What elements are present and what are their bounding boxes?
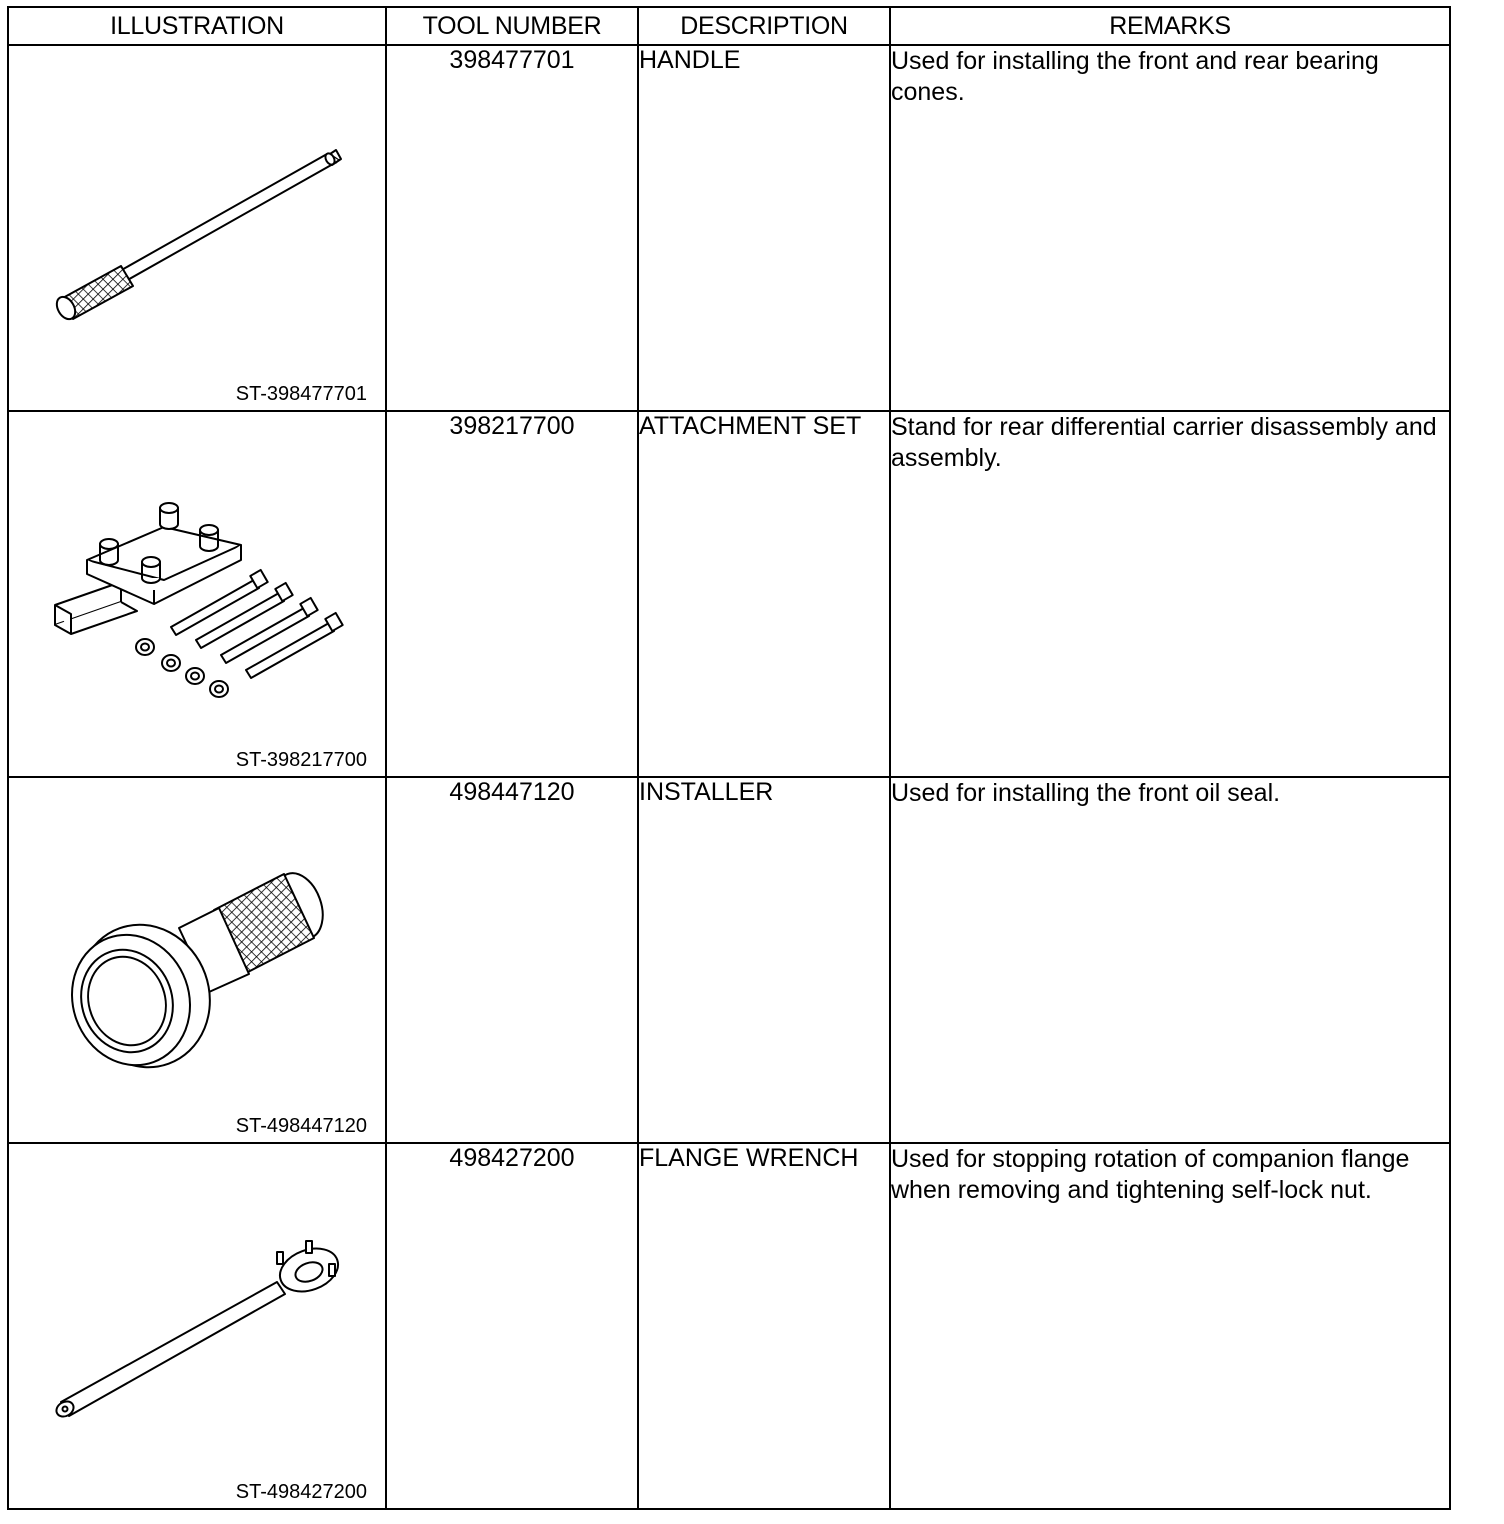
header-remarks: REMARKS	[890, 7, 1450, 45]
special-tools-table	[7, 6, 1451, 1510]
tool-number-cell: 498427200	[386, 1143, 638, 1509]
description-cell: HANDLE	[638, 45, 890, 411]
table-row	[8, 45, 1450, 411]
handle-icon	[9, 46, 385, 410]
table-row	[8, 1143, 1450, 1509]
flange-wrench-icon	[9, 1144, 385, 1508]
description-cell: FLANGE WRENCH	[638, 1143, 890, 1509]
header-description: DESCRIPTION	[638, 7, 890, 45]
table-row	[8, 777, 1450, 1143]
st-code-label: ST-498447120	[235, 1115, 367, 1137]
table-row	[8, 411, 1450, 777]
header-tool-number: TOOL NUMBER	[386, 7, 638, 45]
description-cell: ATTACHMENT SET	[638, 411, 890, 777]
header-illustration: ILLUSTRATION	[8, 7, 386, 45]
remarks-cell: Stand for rear differential carrier disassembly and assembly.	[890, 411, 1450, 777]
st-code-label: ST-398477701	[235, 383, 367, 405]
remarks-cell: Used for installing the front and rear bearing cones.	[890, 45, 1450, 411]
tool-number-cell: 398477701	[386, 45, 638, 411]
illustration-cell	[8, 1143, 386, 1509]
remarks-cell: Used for installing the front oil seal.	[890, 777, 1450, 1143]
illustration-cell	[8, 45, 386, 411]
attachment-set-icon	[9, 412, 385, 776]
illustration-cell	[8, 777, 386, 1143]
tool-number-cell: 398217700	[386, 411, 638, 777]
header-row	[8, 7, 1450, 45]
illustration-cell	[8, 411, 386, 777]
st-code-label: ST-398217700	[235, 749, 367, 771]
remarks-cell: Used for stopping rotation of companion flange when removing and tightening self-lock nut.	[890, 1143, 1450, 1509]
description-cell: INSTALLER	[638, 777, 890, 1143]
installer-icon	[9, 778, 385, 1142]
st-code-label: ST-498427200	[235, 1481, 367, 1503]
tool-number-cell: 498447120	[386, 777, 638, 1143]
